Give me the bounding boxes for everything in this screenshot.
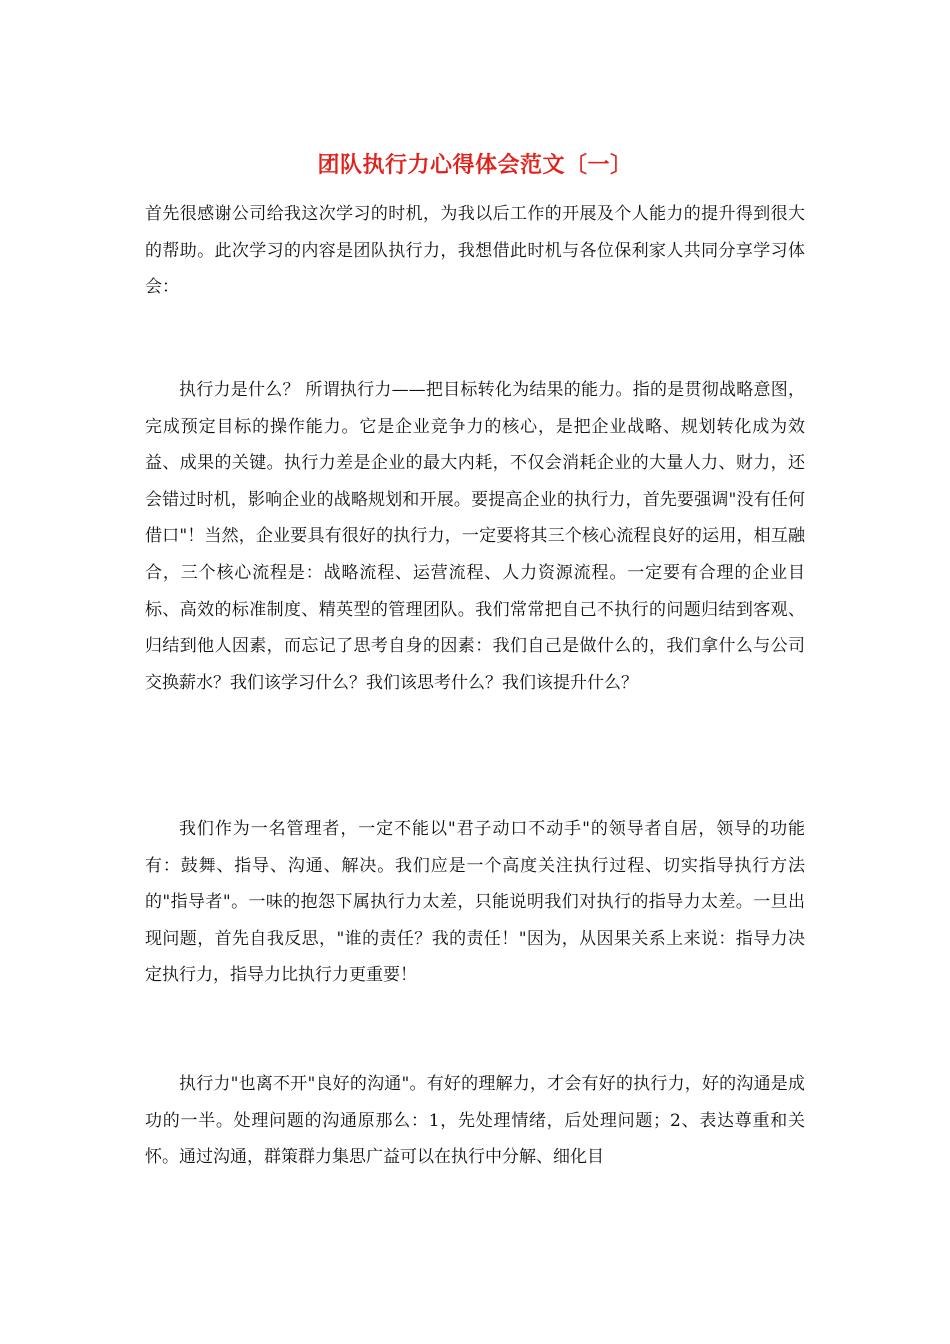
- paragraph-communication: 执行力"也离不开"良好的沟通"。有好的理解力，才会有好的执行力，好的沟通是成功的一半。处理问题的沟通原那么：1，先处理情绪，后处理问题；2、表达尊重和关怀。通过沟通，群策群力集思广益可以在执行中分解、细化目: [145, 1074, 805, 1168]
- paragraph-manager-role: 我们作为一名管理者，一定不能以"君子动口不动手"的领导者自居，领导的功能有：鼓舞、指导、沟通、解决。我们应是一个高度关注执行过程、切实指导执行方法的"指导者"。一味的抱怨下属执行力太差，只能说明我们对执行的指导力太差。一旦出现问题，首先自我反思，"谁的责任？我的责任！"因为，从因果关系上来说：指导力决定执行力，指导力比执行力更重要！: [145, 819, 805, 986]
- paragraph-intro: 首先很感谢公司给我这次学习的时机，为我以后工作的开展及个人能力的提升得到很大的帮助。此次学习的内容是团队执行力，我想借此时机与各位保利家人共同分享学习体会：: [145, 204, 805, 298]
- document-title: 团队执行力心得体会范文〔一〕: [317, 152, 633, 178]
- paragraph-execution-definition: 执行力是什么？ 所谓执行力——把目标转化为结果的能力。指的是贯彻战略意图，完成预定目标的操作能力。它是企业竞争力的核心，是把企业战略、规划转化成为效益、成果的关键。执行力差是企业的最大内耗，不仅会消耗企业的大量人力、财力，还会错过时机，影响企业的战略规划和开展。要提高企业的执行力，首先要强调"没有任何借口"！当然，企业要具有很好的执行力，一定要将其三个核心流程良好的运用，相互融合，三个核心流程是：战略流程、运营流程、人力资源流程。一定要有合理的企业目标、高效的标准制度、精英型的管理团队。我们常常把自己不执行的问题归结到客观、归结到他人因素，而忘记了思考自身的因素：我们自己是做什么的，我们拿什么与公司交换薪水？我们该学习什么？我们该思考什么？我们该提升什么？: [145, 380, 805, 693]
